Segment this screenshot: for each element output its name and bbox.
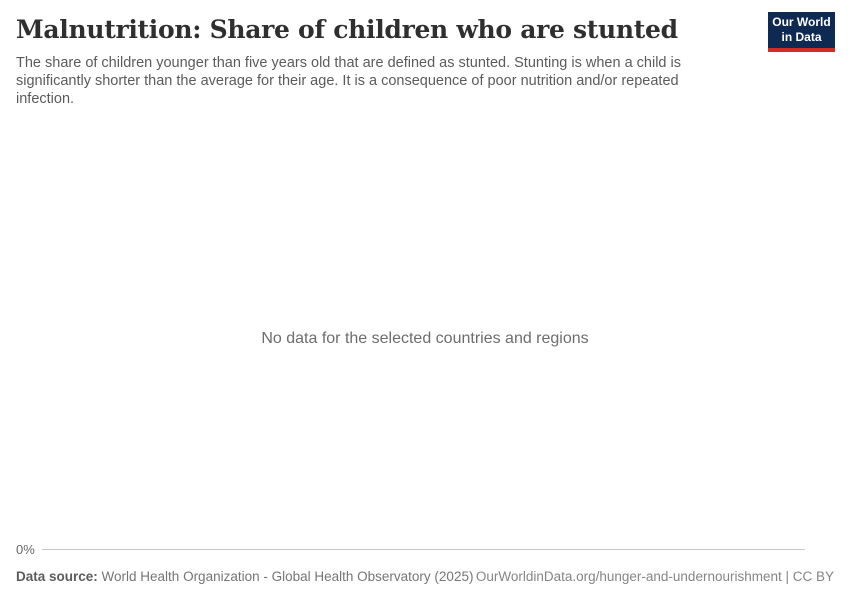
owid-logo-line2: in Data xyxy=(781,30,822,44)
no-data-message: No data for the selected countries and regions xyxy=(261,330,589,347)
data-source-label: Data source: xyxy=(16,569,98,584)
x-axis-baseline-row xyxy=(16,542,805,557)
attribution-link[interactable]: OurWorldinData.org/hunger-and-undernourishment | CC BY xyxy=(475,569,834,584)
owid-logo-line1: Our World xyxy=(772,15,831,29)
data-source[interactable] xyxy=(16,569,473,585)
owid-logo[interactable] xyxy=(768,12,835,52)
chart-title: Malnutrition: Share of children who are stunted xyxy=(16,15,678,44)
y-axis-tick-label: 0% xyxy=(16,542,35,557)
chart-header xyxy=(16,16,752,108)
chart-subtitle: The share of children younger than five years old that are defined as stunted. Stunting is when a child is significantly shorter than the average for their age. It is a consequence of poor nutrition and/or repeated infection. xyxy=(16,54,681,107)
axis-baseline xyxy=(42,549,805,550)
chart-footer xyxy=(16,569,834,585)
data-source-value: World Health Organization - Global Health Observatory (2025) xyxy=(97,569,474,584)
